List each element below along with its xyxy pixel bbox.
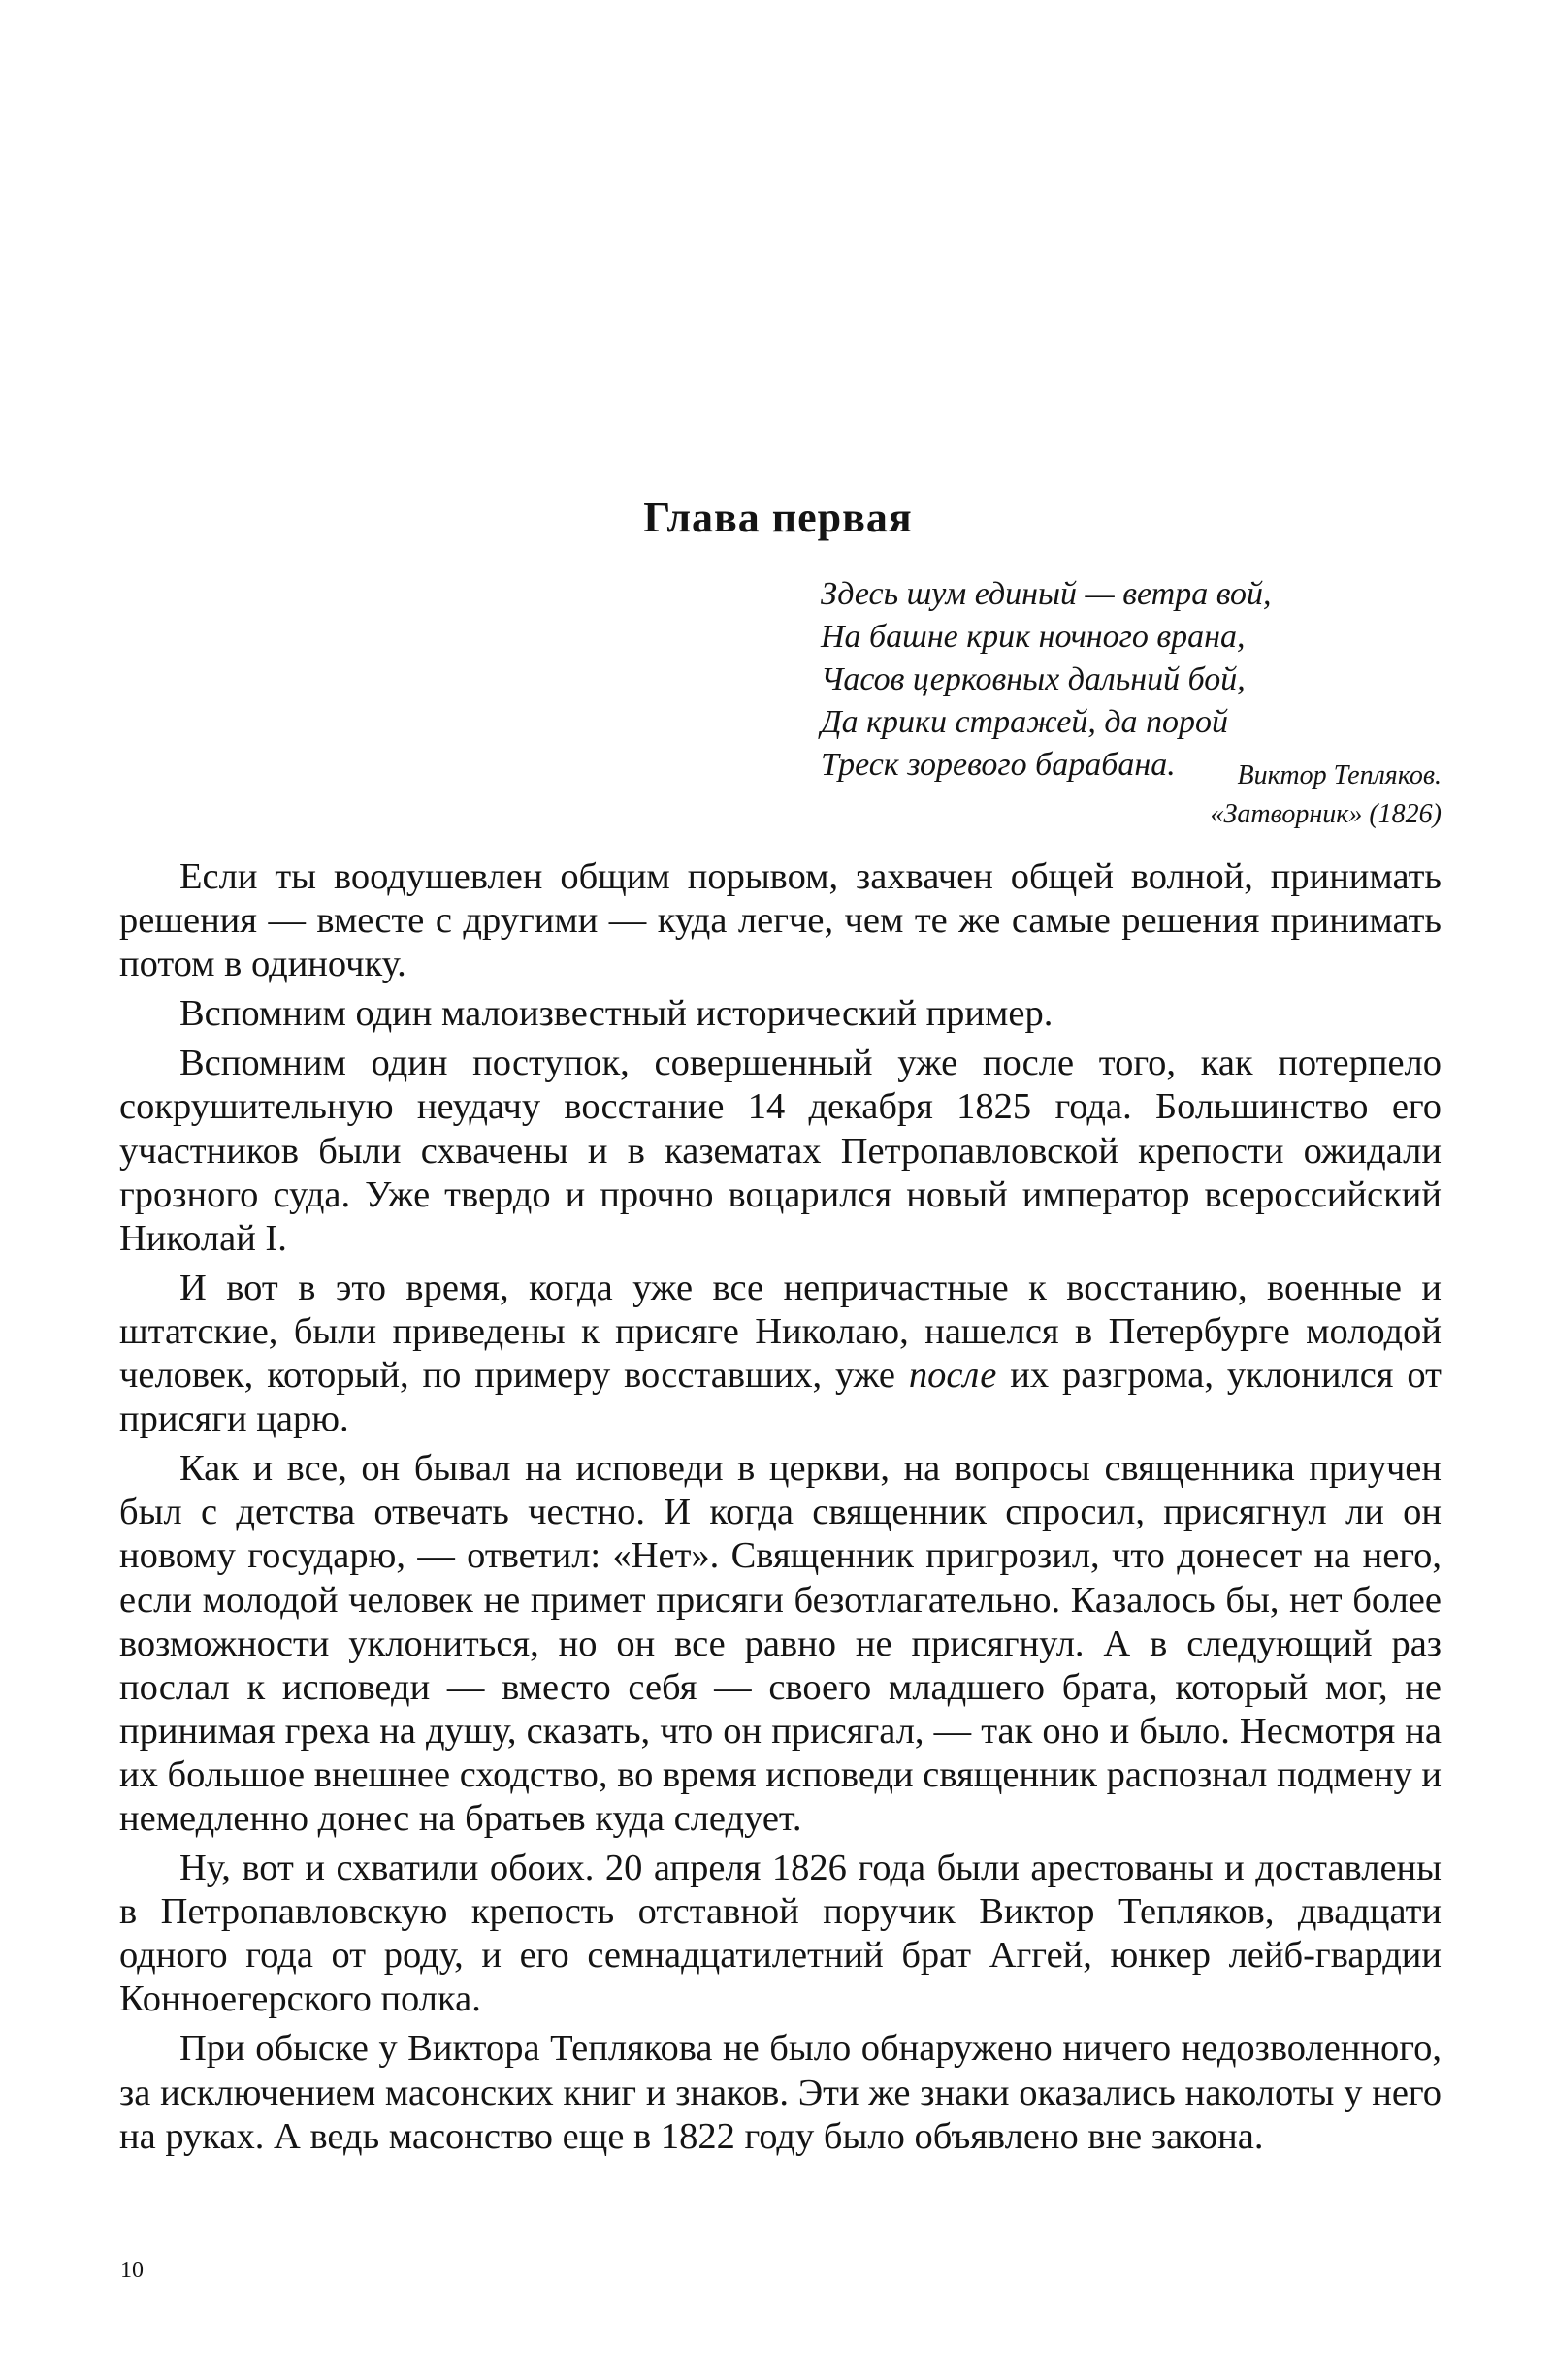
epigraph-source: «Затворник» (1826) [1210,799,1442,829]
emphasis-text: после [908,1355,997,1397]
paragraph-text: И вот в это время, когда уже все непричастные к восстанию, военные и штатские, были приведены к присяге Николаю, нашелся в Петербурге молодой человек, который, по примеру восставших, уже [119,1267,1442,1397]
paragraph: Ну, вот и схватили обоих. 20 апреля 1826 года были арестованы и доставлены в Петропавловскую крепость отставной поручик Виктор Тепляков, двадцати одного года от роду, и его семнадцатилетний брат Аггей, юнкер лейб-гвардии Конноегерского полка. [119,1848,1442,2020]
epigraph [821,573,1442,787]
paragraph: Вспомним один малоизвестный исторический пример. [179,993,1054,1035]
epigraph-author: Виктор Тепляков. [1237,760,1442,790]
epigraph-line: Часов церковных дальний бой, [821,661,1246,697]
epigraph-line: Здесь шум единый — ветра вой, [821,576,1272,612]
paragraph [119,1267,1442,1441]
paragraph: Если ты воодушевлен общим порывом, захвачен общей волной, принимать решения — вместе с другими — куда легче, чем те же самые решения принимать потом в одиночку. [119,856,1442,985]
paragraph: Вспомним один поступок, совершенный уже после того, как потерпело сокрушительную неудачу восстание 14 декабря 1825 года. Большинство его участников были схвачены и в казематах Петропавловской крепости ожидали грозного суда. Уже твердо и прочно воцарился новый император всероссийский Николай I. [119,1043,1442,1259]
epigraph-line: Да крики стражей, да порой [821,704,1229,740]
epigraph-line: Треск зоревого барабана. [821,747,1176,783]
paragraph: Как и все, он бывал на исповеди в церкви, на вопросы священника приучен был с детства отвечать честно. И когда священник спросил, присягнул ли он новому государю, — ответил: «Нет». Священник пригрозил, что донесет на него, если молодой человек не примет присяги безотлагательно. Казалось бы, нет более возможности уклониться, но он все равно не присягнул. А в следующий раз послал к исповеди — вместо себя — своего младшего брата, который мог, не принимая греха на душу, сказать, что он присягал, — так оно и было. Несмотря на их большое внешнее сходство, во время исповеди священник распознал подмену и немедленно донес на братьев куда следует. [119,1448,1442,1839]
epigraph-line: На башне крик ночного врана, [821,619,1246,655]
paragraph-text: их разгрома, уклонился от присяги царю. [119,1355,1442,1440]
page-number: 10 [120,2258,144,2283]
chapter-title: Глава первая [643,494,913,541]
body-text [119,855,1442,2165]
paragraph: При обыске у Виктора Теплякова не было обнаружено ничего недозволенного, за исключением масонских книг и знаков. Эти же знаки оказались наколоты у него на руках. А ведь масонство еще в 1822 году было объявлено вне закона. [119,2028,1442,2157]
